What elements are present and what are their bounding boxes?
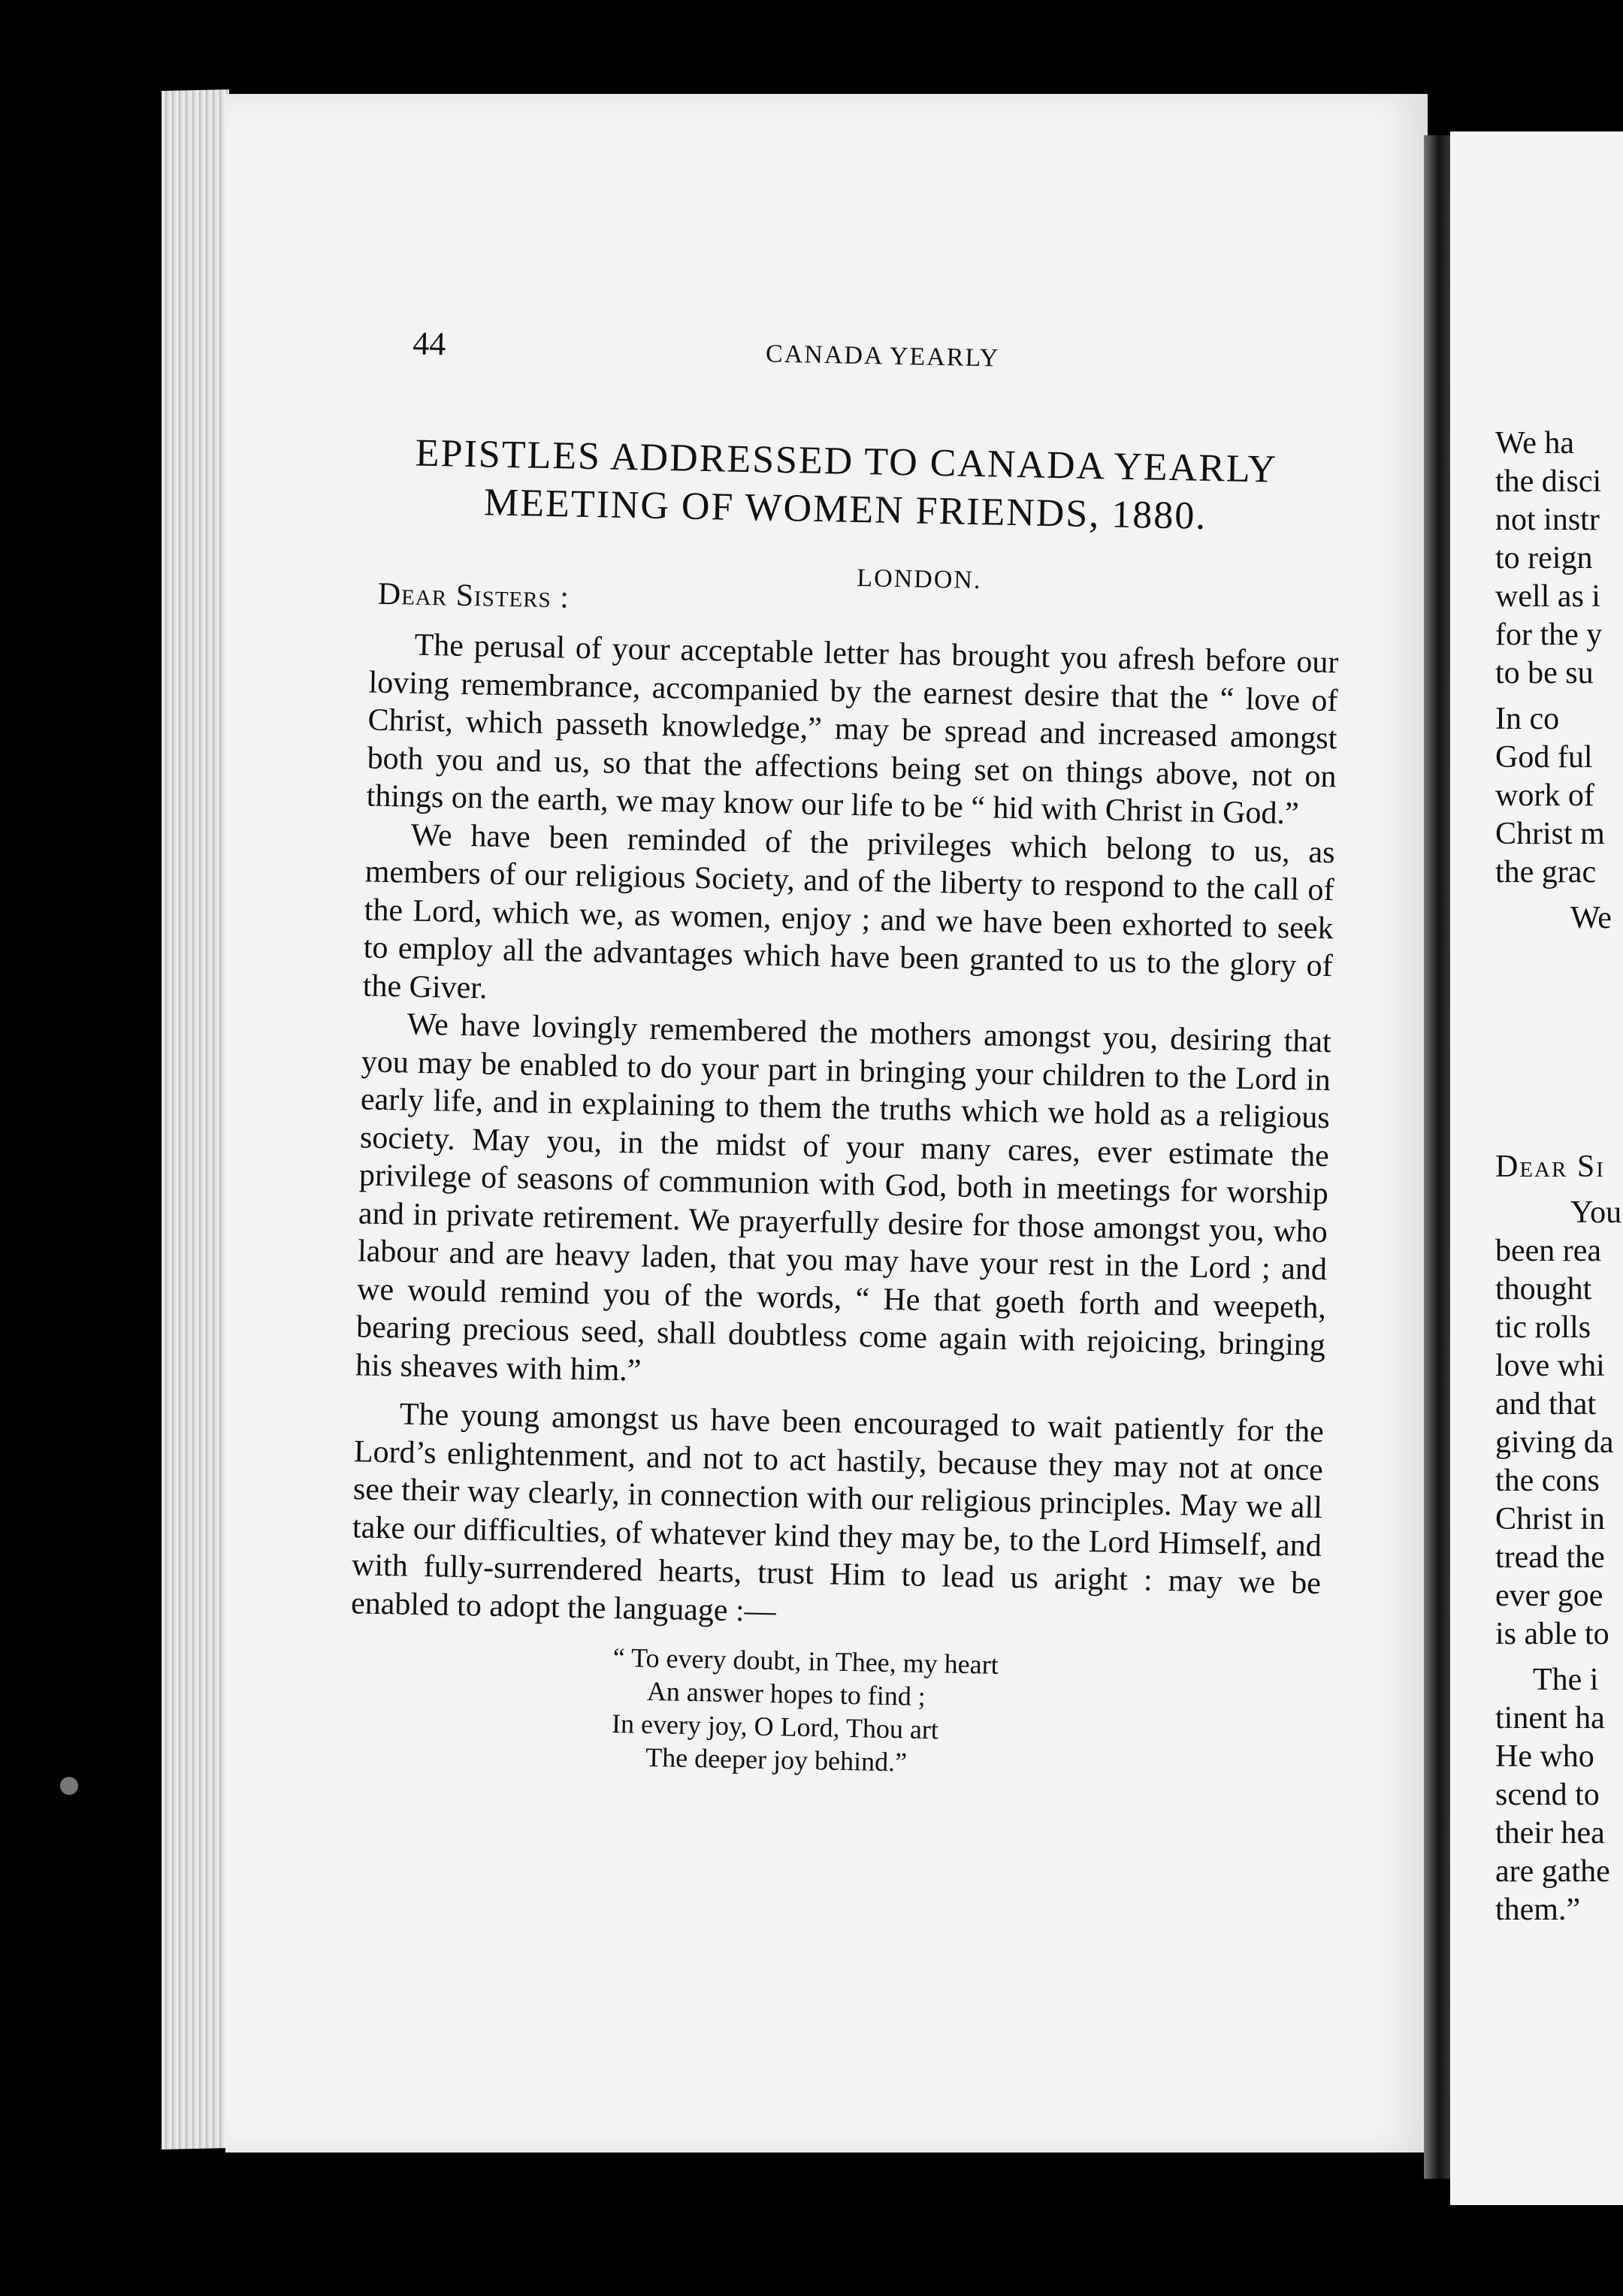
right-line: tinent ha — [1495, 1701, 1605, 1736]
right-line: work of — [1495, 778, 1594, 813]
right-line: to reign — [1495, 541, 1593, 576]
right-line: Christ in — [1495, 1502, 1605, 1536]
right-page-text — [1495, 424, 1623, 1929]
right-line: the cons — [1495, 1464, 1600, 1498]
right-line: He who — [1495, 1739, 1594, 1774]
right-line: ever goe — [1495, 1578, 1603, 1613]
right-line: their hea — [1495, 1816, 1605, 1850]
paragraph: The young amongst us have been encouraged to wait patiently for the Lord’s enlightenment, and not to act hastily, because they may not at once see their way clearly, in connection with our religious principles. May we all take our difficulties, of whatever kind they may be, to the Lord Himself, and with fully-surrendered hearts, trust Him to lead us aright : may we be enabled to adopt the language :— — [350, 1397, 1325, 1629]
poem-line: In every joy, O Lord, Thou art — [611, 1708, 939, 1745]
right-line: are gathe — [1495, 1854, 1610, 1889]
location-heading: LONDON. — [857, 563, 982, 595]
poem-line: An answer hopes to find ; — [646, 1675, 926, 1711]
poem-line: “ To every doubt, in Thee, my heart — [612, 1642, 999, 1680]
left-page-text — [325, 316, 1345, 1787]
right-page — [1450, 131, 1623, 2205]
right-line: God ful — [1495, 740, 1593, 775]
right-line: love whi — [1495, 1349, 1605, 1383]
right-line: them.” — [1495, 1893, 1581, 1927]
book-gutter — [1424, 135, 1454, 2179]
title-line: EPISTLES ADDRESSED TO CANADA YEARLY — [415, 431, 1278, 491]
right-line: In co — [1495, 702, 1560, 736]
right-line: giving da — [1495, 1425, 1614, 1460]
paragraph: The perusal of your acceptable letter has brought you afresh before our loving remembrance, accompanied by the earnest desire that the “ love of Christ, which passeth knowledge,” may be spread and increased amongst both you and us, so that the affections being set on things above, not on things on the earth, we may know our life to be “ hid with Christ in God.” — [366, 627, 1339, 832]
right-line: You — [1570, 1195, 1622, 1230]
right-line: for the y — [1495, 618, 1603, 652]
book-page-edges — [162, 89, 229, 2149]
right-line: well as i — [1495, 579, 1600, 614]
right-line: the grac — [1495, 855, 1597, 890]
right-line: We — [1570, 901, 1612, 935]
right-line: tic rolls — [1495, 1310, 1591, 1345]
right-line: We ha — [1495, 426, 1575, 461]
speck-mark — [60, 1777, 78, 1795]
paragraph: We have lovingly remembered the mothers amongst you, desiring that you may be enabled to do your part in bringing your children to the Lord in early life, and in explaining to them the truths which we hold as a religious society. May you, in the midst of your many cares, ever estimate the privilege of seasons of communion with God, both in meetings for worship and in private retirement. We prayerfully desire for those amongst you, who labour and are heavy laden, that you may have your rest in the Lord ; and we would remind you of the words, “ He that goeth forth and weepeth, bearing precious seed, shall doubtless come again with rejoicing, bringing his sheaves with him.” — [355, 1007, 1332, 1388]
right-salutation: Dear Si — [1495, 1150, 1605, 1184]
poem — [611, 1641, 1319, 1787]
paragraph: We have been reminded of the privileges which belong to us, as members of our religious Society, and of the liberty to respond to the call of the Lord, which we, as women, enjoy ; and we have been exhorted to seek to employ all the advantages which have been granted to us to the glory of the Giver. — [362, 817, 1335, 1006]
right-line: the disci — [1495, 464, 1602, 499]
title-line: MEETING OF WOMEN FRIENDS, 1880. — [483, 481, 1207, 538]
right-line: not instr — [1495, 503, 1600, 537]
salutation: Dear Sisters : — [377, 576, 570, 615]
poem-line: The deeper joy behind.” — [645, 1742, 908, 1778]
right-line: thought — [1495, 1272, 1592, 1307]
running-head-title: CANADA YEARLY — [765, 340, 1000, 373]
right-line: and that — [1495, 1387, 1597, 1421]
right-line: scend to — [1495, 1778, 1600, 1812]
right-line: The i — [1533, 1663, 1599, 1697]
right-line: to be su — [1495, 656, 1594, 690]
right-line: been rea — [1495, 1234, 1602, 1268]
page-number: 44 — [412, 325, 446, 363]
right-line: is able to — [1495, 1617, 1609, 1651]
right-line: tread the — [1495, 1540, 1605, 1575]
right-line: Christ m — [1495, 817, 1605, 851]
epistle-title — [349, 428, 1343, 543]
